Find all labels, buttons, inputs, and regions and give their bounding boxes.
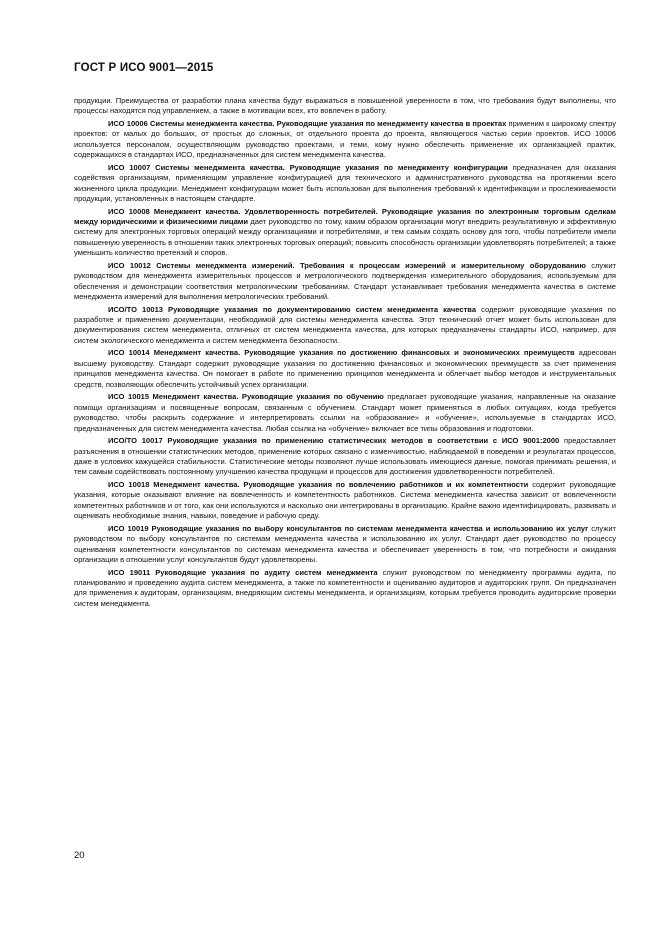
paragraph-8-bold: ИСО/ТО 10017 Руководящие указания по применению статистических методов в соответствии с ИСО 9001:2000 bbox=[108, 436, 560, 446]
paragraph-7-bold: ИСО 10015 Менеджмент качества. Руководящие указания по обучению bbox=[108, 392, 384, 402]
paragraph-3-text: дает руководство по тому, каким образом организации могут внедрить результативную и эффективную систему для электронных торговых операций между организациями и потребителями, и тем самым создать основу для того, чтобы потребители имели повышенную уверенность в отношении таких электронных торговых операций; повысить способность организации удовлетворять потребителей; а также уменьшить количество претензий и споров. bbox=[74, 217, 616, 258]
paragraph-iso-19011 bbox=[74, 568, 616, 610]
paragraph-iso-to-10017 bbox=[74, 436, 616, 478]
page-number: 20 bbox=[74, 850, 85, 861]
paragraph-1-text: применим к широкому спектру проектов: от малых до больших, от простых до сложных, от отдельного проекта до проекта, являющегося частью серии проектов. ИСО 10006 используется персоналом, осуществляющим руководство проектами, и теми, кому нужно обеспечить применение их организацией практик, содержащихся в стандартах ИСО, предназначенных для систем менеджмента качества. bbox=[74, 119, 616, 160]
paragraph-4-text: служит руководством для менеджмента измерительных процессов и метрологического подтверждения измерительного оборудования, используемым для обеспечения и демонстрации соответствия метрологическим требованиям. Стандарт устанавливает требования менеджмента качества в системе менеджмента измерений для выполнения метрологических требований. bbox=[74, 260, 616, 302]
paragraph-10-bold: ИСО 10019 Руководящие указания по выбору консультантов по системам менеджмента качества и использованию их услуг bbox=[108, 523, 589, 533]
paragraph-6-text: адресован высшему руководству. Стандарт содержит руководящие указания по достижению финансовых и экономических преимуществ за счет применения принципов менеджмента качества. Он помогает в работе по применению принципов менеджмента и облегчает выбор методов и инструментальных средств, позволяющих обеспечить устойчивый успех организации. bbox=[74, 348, 617, 389]
paragraph-1-bold: ИСО 10006 Системы менеджмента качества. Руководящие указания по менеджменту качества в проектах bbox=[108, 119, 507, 128]
paragraph-iso-10018 bbox=[74, 480, 616, 522]
paragraph-iso-10008 bbox=[74, 207, 616, 259]
paragraph-9-bold: ИСО 10018 Менеджмент качества. Руководящие указания по вовлечению работников и их компетентности bbox=[108, 479, 529, 489]
paragraph-iso-10006 bbox=[74, 119, 616, 161]
paragraph-iso-10015 bbox=[74, 392, 616, 434]
paragraph-2-text: предназначен для оказания содействия организациям, применяющим управление конфигурацией для технического и административного руководства на протяжении всего жизненного цикла продукции. Менеджмент конфигурации может быть использован для выполнения требований к идентификации и прослеживаемости продукции, установленных в настоящем стандарте. bbox=[74, 162, 616, 204]
paragraph-2-bold: ИСО 10007 Системы менеджмента качества. Руководящие указания по менеджменту конфигурации bbox=[108, 162, 508, 172]
paragraph-11-text: служит руководством по менеджменту программы аудита, по планированию и проведению аудита систем менеджмента, а также по компетентности и оцениванию аудиторов и аудиторских групп. Он предназначен для применения к аудиторам, организациям, внедряющим системы менеджмента, и организациям, которым требуется проводить аудиторские проверки систем менеджмента. bbox=[74, 567, 616, 608]
paragraph-7-text: предлагает руководящие указания, направленные на оказание помощи организациям и посвященные вопросам, связанным с обучением. Стандарт может применяться в любых ситуациях, когда требуется руководство, чтобы раскрыть содержание и интерпретировать ссылки на «образование» и «обучение», используемые в стандартах ИСО, предназначенных для систем менеджмента качества. Любая ссылка на «обучение» включает все типы образования и подготовки. bbox=[74, 392, 616, 433]
paragraph-10-text: служит руководством по выбору консультантов по системам менеджмента качества и использованию их услуг. Стандарт дает руководство по процессу оценивания компетентности консультантов по системам менеджмента качества и обеспечивает уверенность в том, что потребности и ожидания организации в отношении услуг консультантов будут удовлетворены. bbox=[74, 523, 616, 564]
paragraph-8-text: предоставляет разъяснения в отношении статистических методов, применение которых связано с изменчивостью, наблюдаемой в поведении и результатах процессов, даже в условиях кажущейся стабильности. Статистические методы позволяют лучше использовать имеющиеся данные, помогая принимать решения, и тем самым содействовать постоянному улучшению качества продукции и процессов для достижения удовлетворенности потребителей. bbox=[74, 436, 616, 477]
paragraph-6-bold: ИСО 10014 Менеджмент качества. Руководящие указания по достижению финансовых и экономических преимуществ bbox=[108, 348, 575, 358]
paragraph-iso-10014 bbox=[74, 348, 616, 390]
paragraph-11-bold: ИСО 19011 Руководящие указания по аудиту систем менеджмента bbox=[108, 567, 378, 577]
paragraph-5-text: содержит руководящие указания по разработке и применению документации, необходимой для системы менеджмента качества. Этот технический отчет может быть использован для документирования систем менеджмента, отличных от систем менеджмента качества, для которых предназначены стандарты ИСО, например, для систем экологического менеджмента и систем менеджмента безопасности. bbox=[74, 304, 616, 345]
paragraph-4-bold: ИСО 10012 Системы менеджмента измерений. Требования к процессам измерений и измерительному оборудованию bbox=[108, 260, 586, 270]
paragraph-iso-10012 bbox=[74, 261, 616, 303]
paragraph-0-text: продукции. Преимущества от разработки плана качества будут выражаться в повышенной уверенности в том, что требования будут выполнены, что процессы находятся под управлением, а также в мотивации всех, кто вовлечен в работу. bbox=[74, 96, 616, 116]
paragraph-5-bold: ИСО/ТО 10013 Руководящие указания по документированию систем менеджмента качества bbox=[108, 304, 477, 314]
paragraph-iso-10019 bbox=[74, 524, 616, 566]
document-body bbox=[74, 96, 616, 611]
paragraph-9-text: содержит руководящие указания, которые оказывают влияние на вовлеченность и компетентность работников. Система менеджмента качества зависит от вовлеченности компетентных работников и от того, как они используются и насколько они интегрированы в организацию. Крайне важно идентифицировать, развивать и оценивать необходимые знания, навыки, поведение и рабочую среду. bbox=[74, 479, 617, 521]
paragraph-3-bold: ИСО 10008 Менеджмент качества. Удовлетворенность потребителей. Руководящие указания по электронным торговым сделкам между юридическими и физическими лицами bbox=[74, 206, 616, 227]
paragraph-0 bbox=[74, 96, 616, 117]
paragraph-iso-to-10013 bbox=[74, 305, 616, 347]
paragraph-iso-10007 bbox=[74, 163, 616, 205]
page-header-title: ГОСТ Р ИСО 9001—2015 bbox=[74, 62, 214, 74]
